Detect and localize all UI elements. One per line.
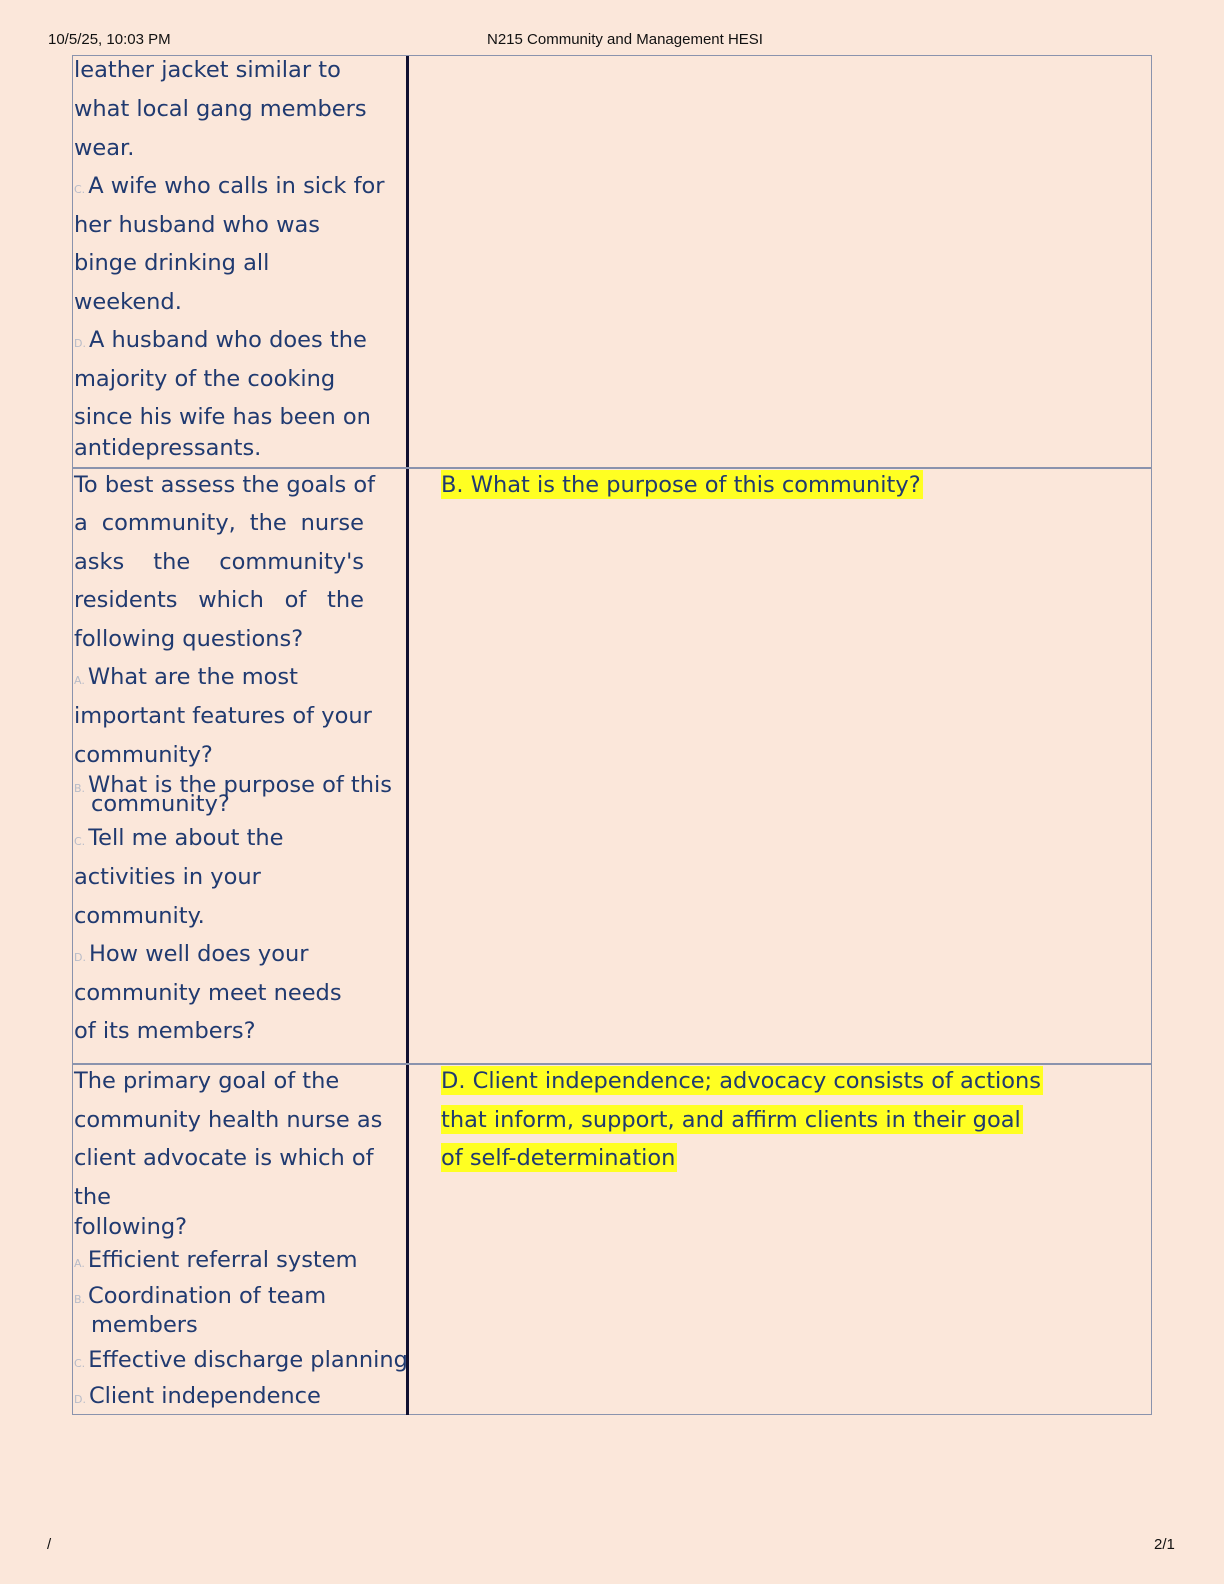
question-line: client advocate is which of (74, 1145, 374, 1171)
qa-table (72, 55, 1152, 1415)
option-text: Effective discharge planning (88, 1347, 408, 1373)
option-a[interactable] (74, 664, 298, 690)
option-c[interactable] (74, 1347, 408, 1373)
option-letter: A. (74, 674, 85, 687)
column-divider (406, 56, 409, 467)
option-d[interactable] (74, 941, 308, 967)
option-text: Client independence (88, 1383, 321, 1409)
answer-highlight: that inform, support, and affirm clients in their goal (441, 1107, 1021, 1133)
option-line: weekend. (74, 289, 182, 315)
option-line: antidepressants. (74, 435, 262, 461)
word: which (198, 587, 264, 613)
word: nurse (300, 510, 364, 536)
option-d[interactable] (74, 1383, 321, 1409)
option-c[interactable] (74, 825, 284, 851)
option-c[interactable] (74, 173, 385, 199)
question-line (74, 587, 364, 613)
answer-highlight: D. Client independence; advocacy consists of actions (441, 1068, 1042, 1094)
option-line: members (91, 1312, 198, 1338)
word: residents (74, 587, 178, 613)
header-title: N215 Community and Management HESI (487, 31, 763, 48)
question-line: the (74, 1184, 111, 1210)
option-letter: B. (74, 782, 86, 795)
word: the (153, 549, 191, 575)
option-line: majority of the cooking (74, 366, 336, 392)
option-line: community meet needs (74, 980, 342, 1006)
option-line: binge drinking all (74, 250, 270, 276)
option-letter: C. (74, 183, 86, 196)
question-line: The primary goal of the (74, 1068, 340, 1094)
option-text: A husband who does the (88, 327, 367, 353)
question-line (74, 549, 364, 575)
option-text: Coordination of team (88, 1283, 327, 1309)
option-line: community? (74, 742, 213, 768)
word: a (74, 510, 88, 536)
option-d[interactable] (74, 327, 367, 353)
question-line: following? (74, 1214, 188, 1240)
option-letter: D. (74, 337, 86, 350)
option-line: since his wife has been on (74, 404, 371, 430)
question-line: wear. (74, 135, 135, 161)
option-line: community. (74, 903, 205, 929)
question-line: what local gang members (74, 96, 367, 122)
option-text: Tell me about the (88, 825, 284, 851)
option-line: her husband who was (74, 212, 321, 238)
option-letter: C. (74, 1357, 86, 1370)
table-row (73, 467, 1151, 1063)
option-text: How well does your (88, 941, 309, 967)
word: community's (219, 549, 364, 575)
option-text: What are the most (87, 664, 298, 690)
option-text: Efficient referral system (87, 1247, 358, 1273)
option-line: important features of your (74, 703, 372, 729)
question-line: community health nurse as (74, 1107, 383, 1133)
option-line: community? (91, 791, 230, 817)
option-a[interactable] (74, 1247, 358, 1273)
option-line: of its members? (74, 1018, 256, 1044)
option-letter: D. (74, 1393, 86, 1406)
option-b[interactable] (74, 1283, 326, 1309)
table-row (73, 56, 1151, 467)
question-line: To best assess the goals of (74, 472, 376, 498)
word: of (284, 587, 307, 613)
word: community, (101, 510, 236, 536)
question-line: leather jacket similar to (74, 57, 341, 83)
option-letter: B. (74, 1293, 86, 1306)
question-line (74, 510, 364, 536)
option-letter: A. (74, 1257, 85, 1270)
option-letter: D. (74, 951, 86, 964)
column-divider (406, 469, 409, 1063)
answer-highlight: of self-determination (441, 1145, 676, 1171)
answer-highlight: B. What is the purpose of this community? (441, 472, 921, 498)
word: asks (74, 549, 125, 575)
page-number: 2/1 (1154, 1536, 1175, 1553)
header-datetime: 10/5/25, 10:03 PM (48, 31, 171, 48)
option-text: A wife who calls in sick for (88, 173, 385, 199)
option-line: activities in your (74, 864, 261, 890)
word: the (327, 587, 364, 613)
word: the (249, 510, 287, 536)
option-text: What is the purpose of this (88, 772, 392, 798)
question-line: following questions? (74, 626, 304, 652)
footer-left: / (47, 1536, 52, 1553)
table-row (73, 1063, 1151, 1415)
option-letter: C. (74, 835, 86, 848)
